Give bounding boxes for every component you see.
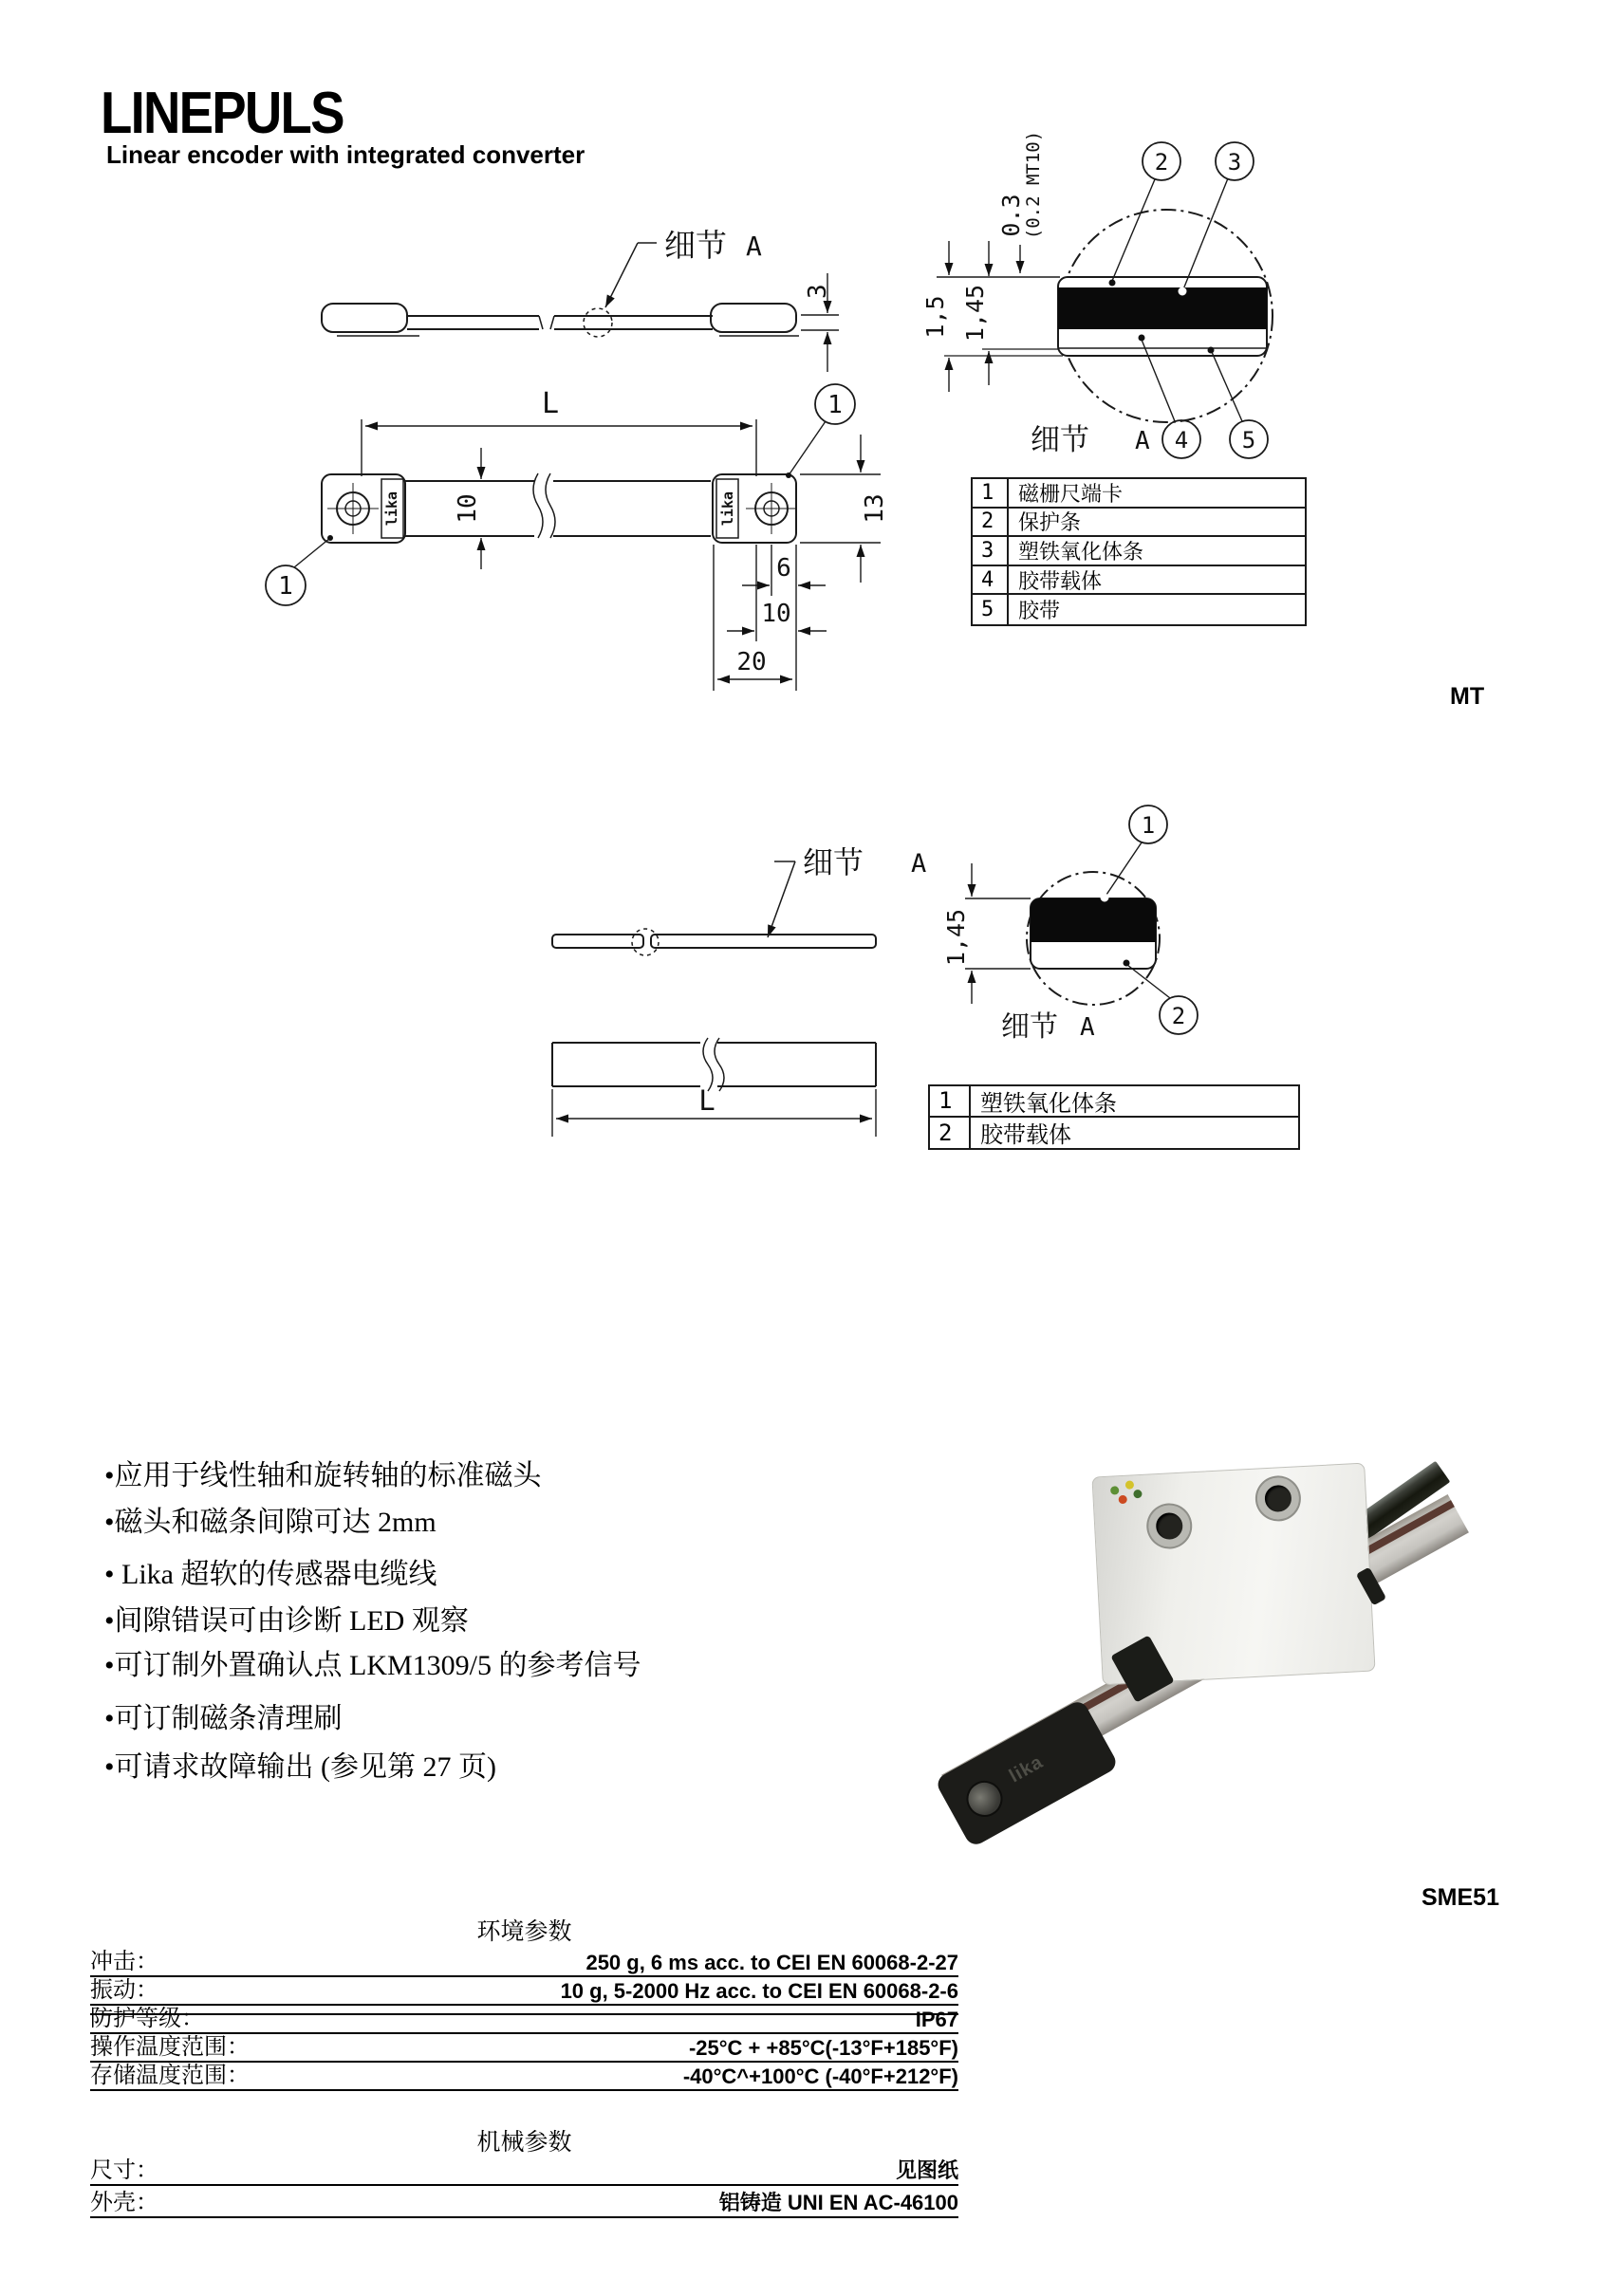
led-red <box>1119 1495 1127 1504</box>
detail-callout-label: 细节 <box>803 845 864 880</box>
detail-callout-label: 细节 <box>664 230 727 264</box>
led-green2 <box>1133 1490 1142 1498</box>
spec-row-vibration: 振动： 10 g, 5-2000 Hz acc. to CEI EN 60068-2-6 <box>90 1981 958 2006</box>
callout-4: 4 <box>1174 427 1189 454</box>
callout-1-right: 1 <box>827 391 843 419</box>
spec-row-storage-temp: 存储温度范围： -40°C^+100°C (-40°F+212°F) <box>90 2070 958 2091</box>
dim-1-5: 1,5 <box>921 295 949 339</box>
dim-0-3: 0.3 <box>997 194 1025 237</box>
mech-params-title: 机械参数 <box>476 2130 572 2156</box>
lika-logo-cap: lika <box>1005 1751 1048 1787</box>
feature-item: •应用于线性轴和旋转轴的标准磁头 <box>104 1460 542 1491</box>
callout-3: 3 <box>1227 149 1242 176</box>
detail-a-marker-circle <box>632 929 659 955</box>
dim-1-45: 1,45 <box>961 284 989 343</box>
detail-a-caption-letter: A <box>1080 1013 1095 1042</box>
dim-length-L: L <box>698 1084 715 1117</box>
detail-a-caption-letter: A <box>1135 427 1150 455</box>
feature-item: •可请求故障输出 (参见第 27 页) <box>104 1751 496 1783</box>
model-tag-sme51: SME51 <box>1421 1884 1499 1911</box>
model-tag-mt: MT <box>1450 683 1485 710</box>
dim-20: 20 <box>736 648 767 676</box>
dim-1-45: 1,45 <box>942 908 970 967</box>
callout-1: 1 <box>1141 812 1156 839</box>
detail-callout-letter: A <box>911 849 927 879</box>
led-green <box>1110 1486 1119 1494</box>
feature-item: •间隙错误可由诊断 LED 观察 <box>104 1605 469 1637</box>
top-view <box>266 384 881 691</box>
legend-table-mt <box>971 477 1307 626</box>
mech-params-table <box>90 2123 958 2228</box>
feature-item: •磁头和磁条间隙可达 2mm <box>104 1507 437 1538</box>
dim-10: 10 <box>761 600 791 628</box>
mount-hole-right <box>1256 1476 1300 1520</box>
spec-row-housing: 外壳： 铝铸造 UNI EN AC-46100 <box>90 2194 958 2218</box>
dim-6: 6 <box>776 554 791 583</box>
dim-0-2-mt10: (0.2 MT10) <box>1023 130 1044 240</box>
feature-item: •可订制外置确认点 LKM1309/5 的参考信号 <box>104 1650 641 1681</box>
legend-row: 4 胶带载体 <box>973 566 1305 596</box>
callout-1-left: 1 <box>278 572 293 601</box>
mount-hole-left <box>1147 1504 1191 1547</box>
led-yellow <box>1125 1480 1134 1489</box>
legend-table-tape <box>928 1084 1300 1150</box>
magnetic-strip-band <box>1058 287 1267 329</box>
callout-2: 2 <box>1154 149 1169 176</box>
feature-item: •可订制磁条清理刷 <box>104 1703 343 1734</box>
legend-row: 1 塑铁氧化体条 <box>930 1086 1298 1118</box>
feature-item: • Lika 超软的传感器电缆线 <box>104 1559 437 1590</box>
legend-row: 1 磁栅尺端卡 <box>973 479 1305 509</box>
env-params-title: 环境参数 <box>476 1919 572 1945</box>
legend-row: 3 塑铁氧化体条 <box>973 537 1305 566</box>
spec-row-op-temp: 操作温度范围： -25°C + +85°C(-13°F+185°F) <box>90 2042 958 2063</box>
lika-logo-right: lika <box>719 491 736 527</box>
legend-row: 5 胶带 <box>973 595 1305 624</box>
page-title: LINEPULS <box>101 81 344 146</box>
spec-row-shock: 冲击： 250 g, 6 ms acc. to CEI EN 60068-2-27 <box>90 1947 958 1977</box>
spec-row-dimensions: 尺寸： 见图纸 <box>90 2163 958 2186</box>
detail-a-caption: 细节 <box>1031 423 1089 456</box>
env-params-table <box>90 1913 958 2102</box>
end-cap-screw <box>960 1774 1010 1824</box>
side-view <box>322 243 839 372</box>
dim-length-L: L <box>541 387 560 420</box>
legend-row: 2 保护条 <box>973 509 1305 538</box>
lika-logo-left: lika <box>383 491 400 527</box>
detail-a-caption: 细节 <box>1001 1011 1058 1043</box>
magnetic-strip-band <box>1031 898 1156 942</box>
spec-row-protection: 防护等级： IP67 <box>90 2013 958 2034</box>
legend-row: 2 胶带载体 <box>930 1118 1298 1149</box>
detail-a-marker-circle <box>584 308 612 337</box>
detail-callout-letter: A <box>746 231 762 262</box>
product-photo-sme51 <box>935 1456 1598 1817</box>
callout-2: 2 <box>1171 1003 1186 1029</box>
tape-end-cap-image <box>934 1698 1119 1848</box>
dim-tape-width-10: 10 <box>454 493 482 524</box>
feature-list <box>104 1444 731 1783</box>
dim-thickness-3: 3 <box>804 284 832 299</box>
page-subtitle: Linear encoder with integrated converter <box>106 140 585 169</box>
drawing-tape-with-end-caps <box>171 123 1329 721</box>
dim-cap-13: 13 <box>861 493 889 524</box>
callout-5: 5 <box>1241 427 1256 454</box>
